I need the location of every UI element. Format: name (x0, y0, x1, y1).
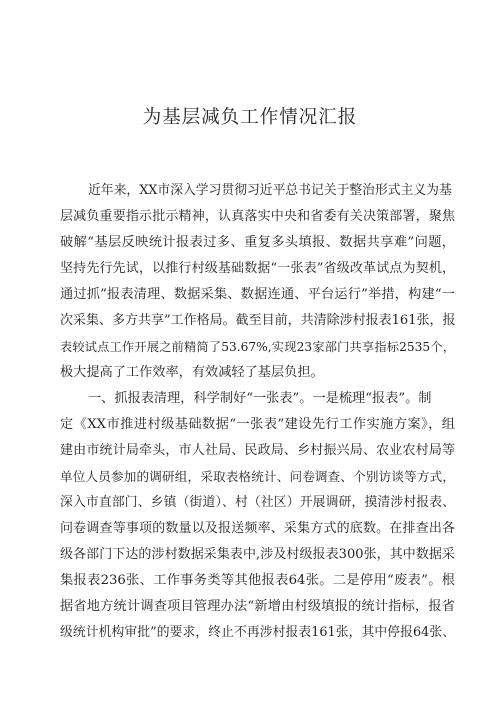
paragraph-line: 一、抓报表清理，科学制好“一张表”。一是梳理“报表”。制 (88, 391, 432, 406)
paragraph-line: 问卷调查等事项的数量以及报送频率、采集方式的底数。在排查出各 (60, 521, 455, 536)
document-title: 为基层减负工作情况汇报 (142, 107, 358, 128)
paragraph-line: 坚持先行先试，以推行村级基础数据“一张表”省级改革试点为契机， (60, 261, 455, 276)
paragraph-line: 级统计机构审批”的要求，终止不再涉村报表161张，其中停报64张、 (60, 625, 455, 640)
paragraph-line: 级各部门下达的涉村数据采集表中,涉及村级报表300张，其中数据采 (60, 547, 455, 562)
paragraph-line: 深入市直部门、乡镇（街道）、村（社区）开展调研，摸清涉村报表、 (60, 495, 455, 510)
paragraph-line: 次采集、多方共享”工作格局。截至目前，共清除涉村报表161张，报 (60, 313, 455, 328)
paragraph-line: 通过抓”报表清理、数据采集、数据连通、平台运行”举措，构建“一 (60, 287, 455, 302)
paragraph-line: 据省地方统计调查项目管理办法“新增由村级填报的统计指标，报省 (60, 599, 455, 614)
paragraph-line: 层减负重要指示批示精神，认真落实中央和省委有关决策部署，聚焦 (60, 209, 455, 224)
paragraph-line: 单位人员参加的调研组，采取表格统计、问卷调查、个别访谈等方式， (60, 469, 455, 484)
paragraph-line: 破解“基层反映统计报表过多、重复多头填报、数据共享难”问题， (60, 235, 455, 250)
paragraph-line: 极大提高了工作效率，有效减轻了基层负担。 (60, 365, 324, 380)
paragraph-line: 近年来，XX市深入学习贯彻习近平总书记关于整治形式主义为基 (88, 183, 452, 198)
paragraph-line: 集报表236张、工作事务类等其他报表64张。二是停用“废表”。根 (60, 573, 455, 588)
paragraph-line: 表较试点工作开展之前精简了53.67%,实现23家部门共享指标2535个， (60, 340, 455, 354)
paragraph-line: 定《XX市推进村级基础数据“一张表”建设先行工作实施方案》，组 (60, 417, 455, 432)
paragraph-line: 建由市统计局牵头，市人社局、民政局、乡村振兴局、农业农村局等 (60, 443, 455, 458)
